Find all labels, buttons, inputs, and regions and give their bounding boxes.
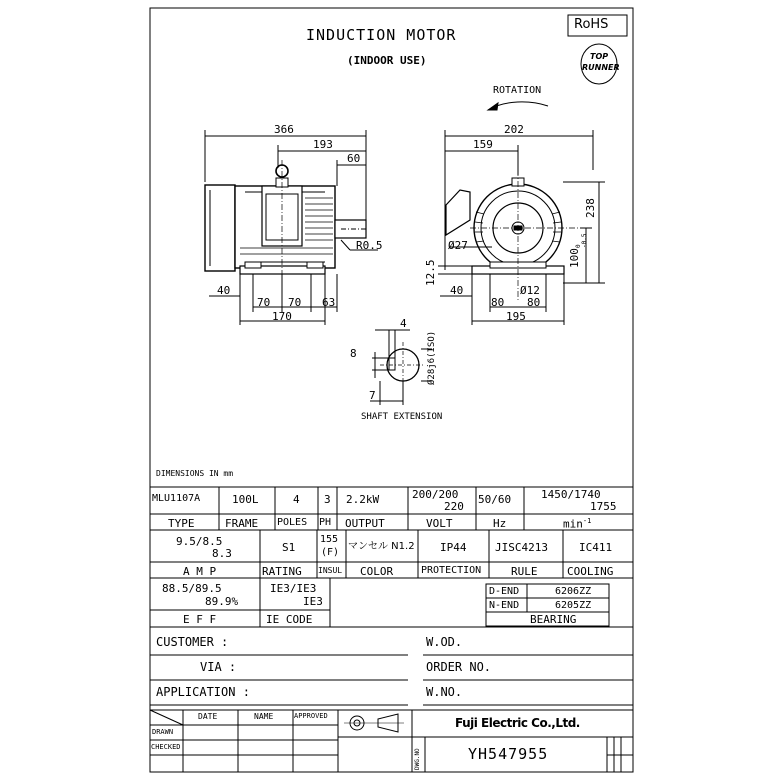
protection-header: PROTECTION [421, 565, 482, 576]
bearing-header: BEARING [530, 613, 577, 626]
dim-159: 159 [473, 138, 493, 151]
dim-8: 8 [350, 347, 357, 360]
dim-4: 4 [400, 317, 407, 330]
dim-40-side: 40 [217, 284, 231, 297]
ie-header: IE CODE [266, 613, 313, 626]
hz-header: Hz [493, 517, 507, 530]
customer-label: CUSTOMER : [156, 635, 229, 649]
rpm-value-1: 1450/1740 [541, 488, 601, 501]
order-no-label: ORDER NO. [426, 660, 492, 674]
drawing-subtitle: (INDOOR USE) [347, 54, 427, 67]
color-value: マンセル N1.2 [348, 541, 415, 552]
date-header: DATE [198, 712, 218, 721]
dim-12: Ø12 [520, 284, 540, 297]
via-label: VIA : [200, 660, 237, 674]
eff-value-1: 88.5/89.5 [162, 582, 222, 595]
dim-60: 60 [347, 152, 361, 165]
volt-value-1: 200/200 [412, 488, 459, 501]
sheet-border [150, 8, 633, 772]
dim-70b: 70 [288, 296, 302, 309]
checked-label: CHECKED [151, 743, 181, 751]
dim-100-tolerance: 0 -0.5 [575, 233, 588, 248]
dim-27: Ø27 [448, 239, 468, 252]
dimensions-units: DIMENSIONS IN mm [156, 469, 234, 478]
rule-value: JISC4213 [495, 541, 548, 554]
type-value: MLU1107A [152, 493, 201, 504]
ph-header: PH [319, 517, 332, 528]
rating-header: RATING [262, 565, 302, 578]
name-header: NAME [254, 712, 274, 721]
frame-header: FRAME [225, 517, 259, 530]
volt-value-2: 220 [444, 500, 464, 513]
dim-195: 195 [506, 310, 526, 323]
dim-100: 100 [568, 248, 581, 268]
dim-28: Ø28j6(ISO) [427, 330, 437, 385]
cooling-header: COOLING [567, 565, 614, 578]
dim-202: 202 [504, 123, 524, 136]
volt-header: VOLT [426, 517, 453, 530]
frame-value: 100L [232, 493, 259, 506]
rpm-value-2: 1755 [590, 500, 617, 513]
dim-7: 7 [369, 389, 376, 402]
bearing-d-end-value: 6206ZZ [555, 586, 592, 597]
rpm-header-unit: min [563, 517, 583, 531]
ie-value-1: IE3/IE3 [270, 582, 317, 595]
company-name: Fuji Electric Co.,Ltd. [455, 716, 580, 730]
dim-80a: 80 [491, 296, 505, 309]
protection-value: IP44 [440, 541, 467, 554]
drawn-label: DRAWN [152, 728, 174, 736]
insul-header: INSUL [318, 566, 343, 575]
drawing-title: INDUCTION MOTOR [306, 26, 457, 44]
insul-value-1: 155 [320, 534, 339, 545]
badge-line1: TOP [590, 52, 609, 61]
cooling-value: IC411 [579, 541, 613, 554]
type-header: TYPE [168, 517, 195, 530]
dim-238: 238 [584, 198, 597, 218]
amp-value-1: 9.5/8.5 [176, 535, 223, 548]
bearing-d-end-label: D-END [489, 586, 520, 597]
poles-header: POLES [277, 517, 308, 528]
rule-header: RULE [511, 565, 538, 578]
shaft-extension-label: SHAFT EXTENSION [361, 412, 443, 422]
dwg-no-label: DWG.NO [414, 748, 421, 770]
hz-value: 50/60 [478, 493, 512, 506]
rpm-header-sup: -1 [582, 517, 592, 525]
dim-63: 63 [322, 296, 336, 309]
eff-value-2: 89.9% [205, 595, 239, 608]
insul-value-2: (F) [321, 547, 340, 558]
rotation-label: ROTATION [493, 85, 542, 96]
rpm-header [563, 518, 591, 530]
shaft-extension-view [370, 330, 432, 405]
approved-header: APPROVED [294, 712, 328, 720]
dim-366: 366 [274, 123, 294, 136]
wod-label: W.OD. [426, 635, 463, 649]
dim-r05: R0.5 [356, 239, 383, 252]
wno-label: W.NO. [426, 685, 463, 699]
output-value: 2.2kW [346, 493, 380, 506]
rohs-label: RoHS [574, 17, 609, 32]
dim-40-front: 40 [450, 284, 464, 297]
amp-value-2: 8.3 [212, 547, 232, 560]
dim-70a: 70 [257, 296, 271, 309]
dim-12-5: 12.5 [424, 259, 437, 286]
eff-header: E F F [183, 613, 217, 626]
amp-header: A M P [183, 565, 217, 578]
dim-193: 193 [313, 138, 333, 151]
color-header: COLOR [360, 565, 394, 578]
badge-line2: RUNNER [582, 63, 620, 72]
ie-value-2: IE3 [303, 595, 323, 608]
poles-value: 4 [293, 493, 300, 506]
dim-170: 170 [272, 310, 292, 323]
dwg-no-value: YH547955 [468, 745, 549, 763]
dim-80b: 80 [527, 296, 541, 309]
output-header: OUTPUT [345, 517, 385, 530]
application-label: APPLICATION : [156, 685, 250, 699]
bearing-n-end-value: 6205ZZ [555, 600, 592, 611]
ph-value: 3 [324, 493, 331, 506]
rating-value: S1 [282, 541, 296, 554]
bearing-n-end-label: N-END [489, 600, 520, 611]
